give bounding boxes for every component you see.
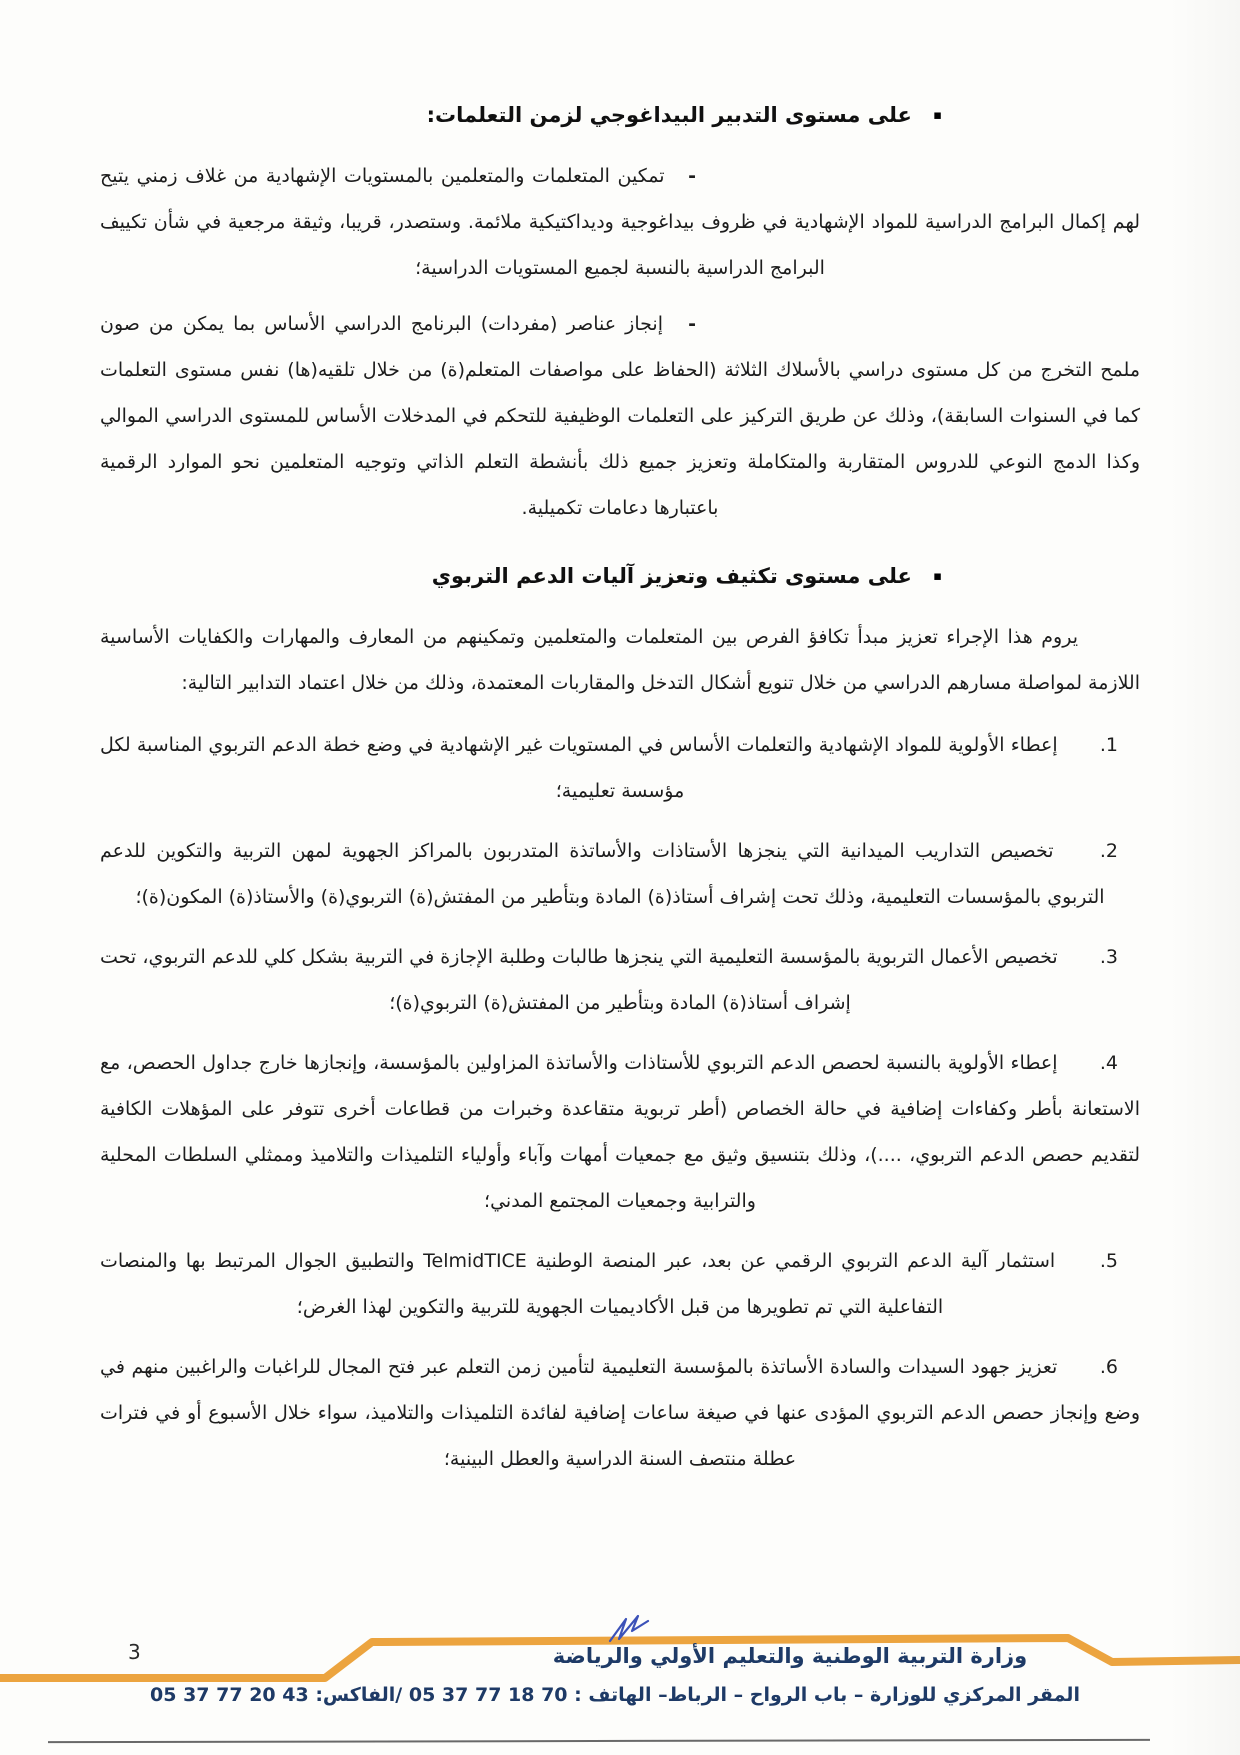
item-number: .6 (1099, 1356, 1118, 1378)
item-number: .3 (1099, 946, 1118, 968)
footer-ministry-name: وزارة التربية الوطنية والتعليم الأولي والرياضة (552, 1644, 1028, 1668)
item-text: استثمار آلية الدعم التربوي الرقمي عن بعد، عبر المنصة الوطنية TelmidTICE والتطبيق الجوال المرتبط بها والمنصات التفاعلية التي تم تطويرها من قبل الأكاديميات الجهوية للتربية والتكوين لهذا الغرض؛ (100, 1250, 1056, 1318)
bullet-text: تمكين المتعلمات والمتعلمين بالمستويات الإشهادية من غلاف زمني يتيح لهم إكمال البرامج الدراسية للمواد الإشهادية في ظروف بيداغوجية وديداكتيكية ملائمة. وستصدر، قريبا، وثيقة مرجعية في شأن تكييف البرامج الدراسية بالنسبة لجميع المستويات الدراسية؛ (100, 165, 1140, 279)
signature-mark-icon (608, 1613, 652, 1645)
dash-bullet-icon: - (688, 165, 696, 187)
bullet-item-core-curriculum (100, 301, 1140, 531)
item-text: إعطاء الأولوية بالنسبة لحصص الدعم التربوي للأستاذات والأساتذة المزاولين بالمؤسسة، وإنجازها خارج جداول الحصص، مع الاستعانة بأطر وكفاءات إضافية في حالة الخصاص (أطر تربوية متقاعدة وخبرات من قطاعات أخرى تتوفر على المؤهلات الكافية لتقديم حصص الدعم التربوي، ....)، وذلك بتنسيق وثيق مع جمعيات أمهات وآباء وأولياء التلميذات والتلاميذ وممثلي السلطات المحلية والترابية وجمعيات المجتمع المدني؛ (100, 1052, 1140, 1212)
numbered-item-2 (100, 828, 1140, 920)
item-text: تخصيص الأعمال التربوية بالمؤسسة التعليمية التي ينجزها طالبات وطلبة الإجازة في التربية بشكل كلي للدعم التربوي، تحت إشراف أستاذ(ة) المادة وبتأطير من المفتش(ة) التربوي(ة)؛ (100, 946, 1058, 1014)
footer-address-line (150, 1684, 1080, 1706)
fax-number: 05 37 77 20 43 (150, 1684, 309, 1706)
item-number: .2 (1099, 840, 1118, 862)
section-heading-support-mechanisms (100, 553, 1140, 600)
page-number: 3 (128, 1640, 141, 1664)
page-bottom-scan-line (48, 1739, 1150, 1743)
section-intro-paragraph: يروم هذا الإجراء تعزيز مبدأ تكافؤ الفرص بين المتعلمات والمتعلمين وتمكينهم من المعارف والمهارات والكفايات الأساسية اللازمة لمواصلة مسارهم الدراسي من خلال تنويع أشكال التدخل والمقاربات المعتمدة، وذلك من خلال اعتماد التدابير التالية: (100, 626, 1140, 694)
item-number: .4 (1099, 1052, 1118, 1074)
numbered-item-6 (100, 1344, 1140, 1482)
dash-bullet-icon: - (688, 313, 696, 335)
phone-number: 05 37 77 18 70 (408, 1684, 568, 1706)
numbered-item-5 (100, 1238, 1140, 1330)
section-title: على مستوى تكثيف وتعزيز آليات الدعم التربوي (431, 564, 912, 588)
section-heading-pedagogical-time (100, 92, 1140, 139)
numbered-item-4 (100, 1040, 1140, 1224)
item-text: إعطاء الأولوية للمواد الإشهادية والتعلمات الأساس في المستويات غير الإشهادية في وضع خطة الدعم التربوي المناسبة لكل مؤسسة تعليمية؛ (100, 734, 1058, 802)
document-body (100, 92, 1140, 1496)
item-number: .1 (1099, 734, 1118, 756)
square-bullet-icon: ▪ (933, 108, 942, 123)
numbered-item-3 (100, 934, 1140, 1026)
bullet-text: إنجاز عناصر (مفردات) البرنامج الدراسي الأساس بما يمكن من صون ملمح التخرج من كل مستوى دراسي بالأسلاك الثلاثة (الحفاظ على مواصفات المتعلم(ة) من خلال تلقيه(ها) نفس مستوى التعلمات كما في السنوات السابقة)، وذلك عن طريق التركيز على التعلمات الوظيفية للتحكم في المدخلات الأساس للمستوى الدراسي الموالي وكذا الدمج النوعي للدروس المتقاربة والمتكاملة وتعزيز جميع ذلك بأنشطة التعلم الذاتي وتوجيه المتعلمين نحو الموارد الرقمية باعتبارها دعامات تكميلية. (100, 313, 1140, 519)
item-number: .5 (1099, 1250, 1118, 1272)
item-text: تعزيز جهود السيدات والسادة الأساتذة بالمؤسسة التعليمية لتأمين زمن التعلم عبر فتح المجال للراغبات والراغبين منهم في وضع وإنجاز حصص الدعم التربوي المؤدى عنها في صيغة ساعات إضافية لفائدة التلميذات والتلاميذ، سواء خلال الأسبوع أو في فترات عطلة منتصف السنة الدراسية والعطل البينية؛ (100, 1356, 1140, 1470)
address-text: المقر المركزي للوزارة – باب الرواح – الرباط– الهاتف : (574, 1684, 1080, 1706)
fax-label: /الفاكس: (315, 1684, 403, 1706)
section-title: على مستوى التدبير البيداغوجي لزمن التعلمات: (426, 103, 912, 127)
item-text: تخصيص التداريب الميدانية التي ينجزها الأستاذات والأساتذة المتدربون بالمراكز الجهوية لمهن التربية والتكوين للدعم التربوي بالمؤسسات التعليمية، وذلك تحت إشراف أستاذ(ة) المادة وبتأطير من المفتش(ة) التربوي(ة) والأستاذ(ة) المكون(ة)؛ (100, 840, 1105, 908)
square-bullet-icon: ▪ (933, 569, 942, 584)
numbered-item-1 (100, 722, 1140, 814)
bullet-item-certification-levels (100, 153, 1140, 291)
